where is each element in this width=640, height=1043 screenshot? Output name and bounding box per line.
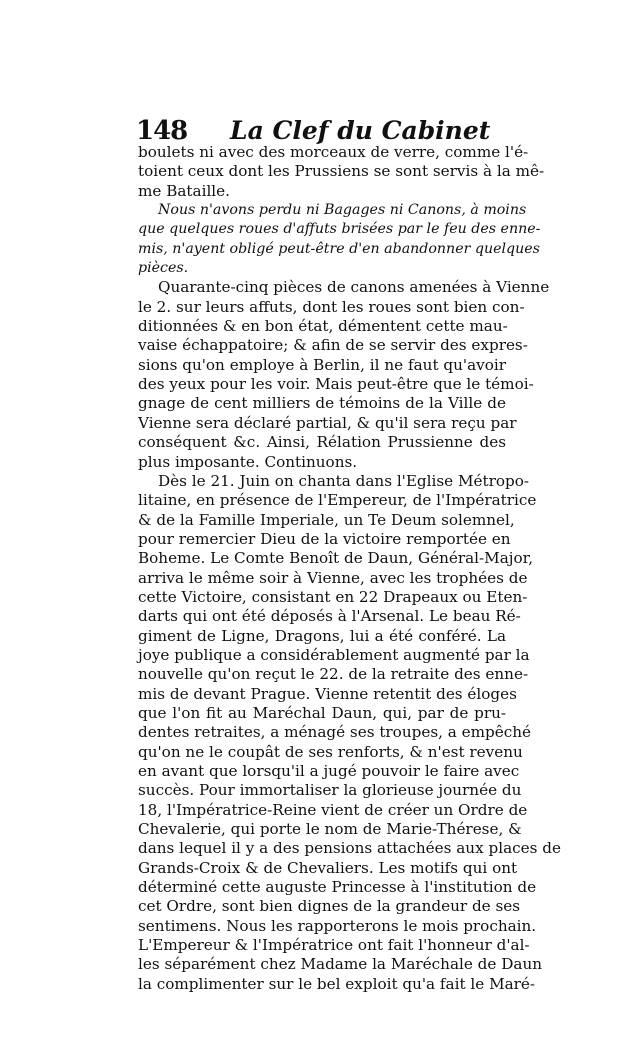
text-line: gnage de cent milliers de témoins de la Ville de xyxy=(138,394,506,413)
running-title: La Clef du Cabinet xyxy=(230,116,491,145)
text-line: Grands-Croix & de Chevaliers. Les motifs qui ont xyxy=(138,858,518,877)
text-line: en avant que lorsqu'il a jugé pouvoir le faire avec xyxy=(138,762,520,780)
text-line: dentes retraites, a ménagé ses troupes, a empêché xyxy=(138,723,532,742)
text-line: L'Empereur & l'Impératrice ont fait l'honneur d'al- xyxy=(138,936,530,955)
text-line: le 2. sur leurs affuts, dont les roues sont bien con- xyxy=(138,297,525,316)
text-line: des yeux pour les voir. Mais peut-être que le témoi- xyxy=(138,375,534,394)
text-line: litaine, en présence de l'Empereur, de l'Impératrice xyxy=(138,491,537,510)
text-line: arriva le même soir à Vienne, avec les trophées de xyxy=(138,568,528,587)
text-line: les séparément chez Madame la Maréchale de Daun xyxy=(138,955,543,974)
text-line: Dès le 21. Juin on chanta dans l'Eglise Métropo- xyxy=(158,471,530,490)
text-line: cet Ordre, sont bien dignes de la grandeur de ses xyxy=(138,897,521,916)
text-line: pour remercier Dieu de la victoire remportée en xyxy=(138,529,511,548)
text-line: darts qui ont été déposés à l'Arsenal. Le beau Ré- xyxy=(138,607,521,626)
text-line: la complimenter sur le bel exploit qu'a fait le Maré- xyxy=(138,974,536,993)
text-line: me Bataille. xyxy=(138,181,230,200)
text-line: giment de Ligne, Dragons, lui a été conféré. La xyxy=(138,626,506,645)
text-line: sentimens. Nous les rapporterons le mois prochain. xyxy=(138,916,537,935)
text-line: Chevalerie, qui porte le nom de Marie-Thérese, & xyxy=(138,820,522,839)
text-line: succès. Pour immortaliser la glorieuse journée du xyxy=(138,781,522,800)
text-line: déterminé cette auguste Princesse à l'institution de xyxy=(138,878,537,897)
text-line: conséquent &c. Ainsi, Rélation Prussienne des xyxy=(138,433,506,452)
italic-quote-line: que quelques roues d'affuts brisées par le feu des enne- xyxy=(138,221,541,238)
body-text xyxy=(138,143,561,994)
text-line: que l'on fit au Maréchal Daun, qui, par de pru- xyxy=(138,703,506,722)
page-number: 148 xyxy=(136,116,188,146)
text-line: nouvelle qu'on reçut le 22. de la retraite des enne- xyxy=(138,665,529,684)
italic-quote-line: Nous n'avons perdu ni Bagages ni Canons, à moins xyxy=(158,202,527,219)
text-line: plus imposante. Continuons. xyxy=(138,452,358,471)
text-line: vaise échappatoire; & afin de se servir des expres- xyxy=(138,336,528,355)
text-line: toient ceux dont les Prussiens se sont servis à la mê- xyxy=(138,162,545,181)
text-line: Quarante-cinq pièces de canons amenées à Vienne xyxy=(158,278,550,297)
italic-quote-line: mis, n'ayent obligé peut-être d'en abandonner quelques xyxy=(138,240,540,257)
text-line: dans lequel il y a des pensions attachées aux places de xyxy=(138,839,561,858)
text-line: Vienne sera déclaré partial, & qu'il sera reçu par xyxy=(138,413,517,432)
text-line: 18, l'Impératrice-Reine vient de créer un Ordre de xyxy=(138,800,528,819)
text-line: cette Victoire, consistant en 22 Drapeaux ou Eten- xyxy=(138,587,528,606)
text-line: sions qu'on employe à Berlin, il ne faut qu'avoir xyxy=(138,355,506,374)
text-line: & de la Famille Imperiale, un Te Deum solemnel, xyxy=(138,510,515,529)
text-line: boulets ni avec des morceaux de verre, comme l'é- xyxy=(138,143,529,161)
text-line: mis de devant Prague. Vienne retentit des éloges xyxy=(138,684,517,703)
text-line: joye publique a considérablement augmenté par la xyxy=(138,645,530,664)
text-line: Boheme. Le Comte Benoît de Daun, Général-Major, xyxy=(138,549,534,568)
text-line: ditionnées & en bon état, démentent cette mau- xyxy=(138,317,508,336)
italic-quote-line: pièces. xyxy=(138,260,189,277)
text-line: qu'on ne le coupât de ses renforts, & n'est revenu xyxy=(138,742,523,761)
